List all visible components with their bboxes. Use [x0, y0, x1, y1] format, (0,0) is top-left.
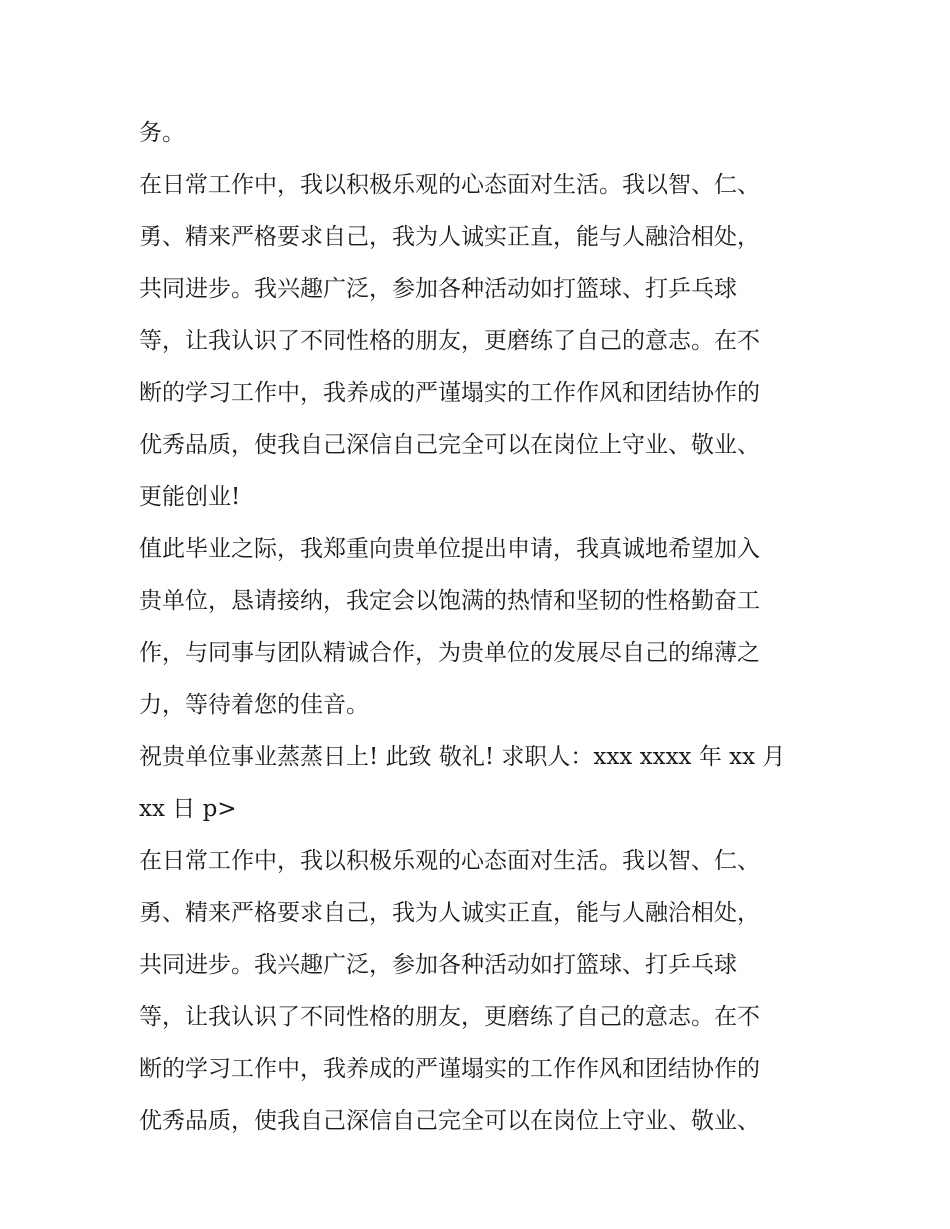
text-line: 作，与同事与团队精诚合作，为贵单位的发展尽自己的绵薄之: [139, 640, 760, 666]
text-line: 断的学习工作中，我养成的严谨塌实的工作作风和团结协作的: [139, 1056, 760, 1082]
text-line: 共同进步。我兴趣广泛，参加各种活动如打篮球、打乒乓球: [139, 952, 737, 978]
text-line: 断的学习工作中，我养成的严谨塌实的工作作风和团结协作的: [139, 380, 760, 406]
text-line: 共同进步。我兴趣广泛，参加各种活动如打篮球、打乒乓球: [139, 276, 737, 302]
body-text: [139, 107, 819, 1147]
text-line: xx 日 p>: [139, 796, 237, 822]
text-line: 贵单位，恳请接纳，我定会以饱满的热情和坚韧的性格勤奋工: [139, 588, 760, 614]
text-line: 务。: [139, 120, 185, 146]
text-line: 在日常工作中，我以积极乐观的心态面对生活。我以智、仁、: [139, 172, 760, 198]
text-line: 等，让我认识了不同性格的朋友，更磨练了自己的意志。在不: [139, 328, 760, 354]
text-line: 值此毕业之际，我郑重向贵单位提出申请，我真诚地希望加入: [139, 536, 760, 562]
text-line: 等，让我认识了不同性格的朋友，更磨练了自己的意志。在不: [139, 1004, 760, 1030]
text-line: 力，等待着您的佳音。: [139, 692, 369, 718]
text-line: 在日常工作中，我以积极乐观的心态面对生活。我以智、仁、: [139, 848, 760, 874]
text-line: 祝贵单位事业蒸蒸日上! 此致 敬礼! 求职人：xxx xxxx 年 xx 月: [139, 744, 786, 770]
text-line: 优秀品质，使我自己深信自己完全可以在岗位上守业、敬业、: [139, 1108, 760, 1134]
text-line: 勇、精来严格要求自己，我为人诚实正直，能与人融洽相处，: [139, 900, 760, 926]
text-line: 勇、精来严格要求自己，我为人诚实正直，能与人融洽相处，: [139, 224, 760, 250]
text-line: 更能创业!: [139, 484, 241, 510]
text-line: 优秀品质，使我自己深信自己完全可以在岗位上守业、敬业、: [139, 432, 760, 458]
